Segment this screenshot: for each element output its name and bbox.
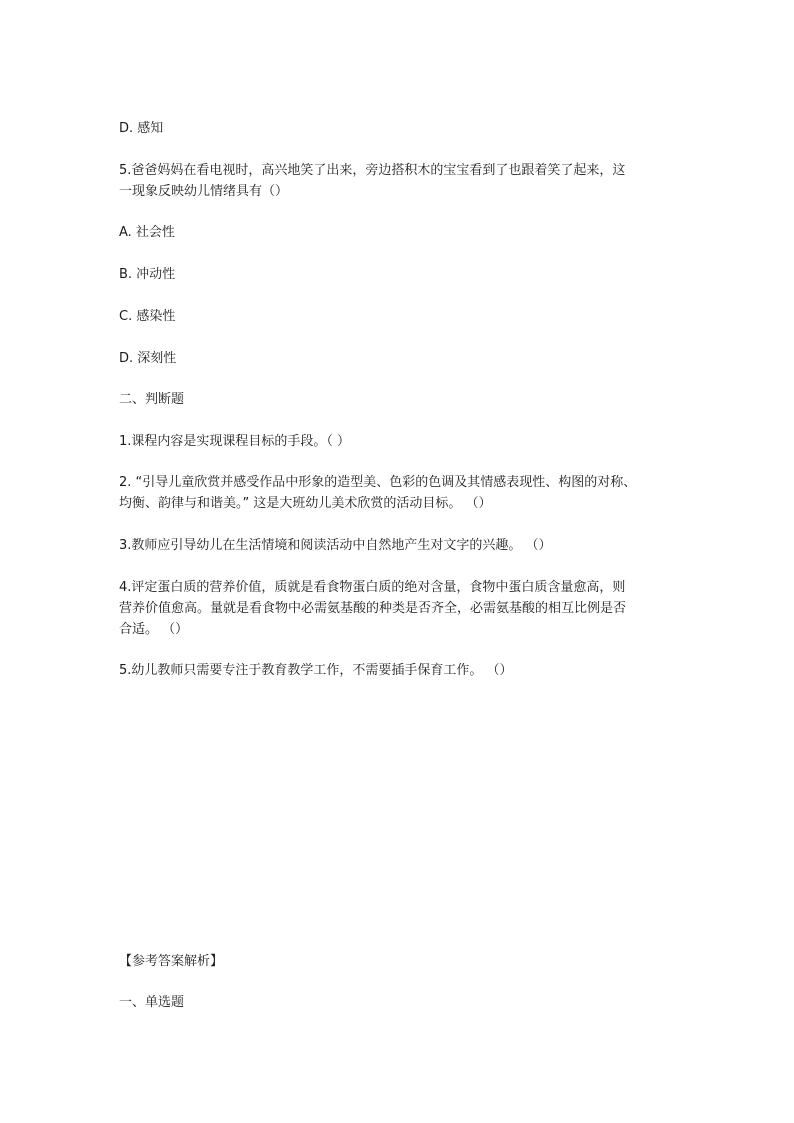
tf-question-2-line-1: 2. “引导儿童欣赏并感受作品中形象的造型美、色彩的色调及其情感表现性、构图的对称、 [119, 475, 637, 490]
q5-stem-line-2: 一现象反映幼儿情绪具有（） [119, 184, 289, 199]
q5-option-c: C. 感染性 [119, 309, 176, 324]
answer-section-1-title: 一、单选题 [119, 995, 185, 1010]
q5-option-a: A. 社会性 [119, 225, 175, 240]
q5-option-d: D. 深刻性 [119, 351, 177, 366]
tf-question-4-line-3: 合适。 （） [119, 622, 189, 637]
tf-question-5: 5.幼儿教师只需要专注于教育教学工作，不需要插手保育工作。 （） [119, 663, 513, 678]
tf-question-4-line-1: 4.评定蛋白质的营养价值，质就是看食物蛋白质的绝对含量，食物中蛋白质含量愈高，则 [119, 580, 626, 595]
q5-stem-line-1: 5.爸爸妈妈在看电视时，高兴地笑了出来，旁边搭积木的宝宝看到了也跟着笑了起来，这 [119, 163, 626, 178]
tf-question-3: 3.教师应引导幼儿在生活情境和阅读活动中自然地产生对文字的兴趣。 （） [119, 538, 552, 553]
section-2-title: 二、判断题 [119, 392, 185, 407]
q5-option-b: B. 冲动性 [119, 267, 176, 282]
tf-question-2-line-2: 均衡、韵律与和谐美。” 这是大班幼儿美术欣赏的活动目标。 （） [119, 496, 492, 511]
tf-question-4-line-2: 营养价值愈高。量就是看食物中必需氨基酸的种类是否齐全，必需氨基酸的相互比例是否 [119, 601, 627, 616]
tf-question-1: 1.课程内容是实现课程目标的手段。（ ） [119, 434, 351, 449]
q4-option-d: D. 感知 [119, 121, 164, 136]
answer-heading: 【参考答案解析】 [119, 954, 224, 969]
